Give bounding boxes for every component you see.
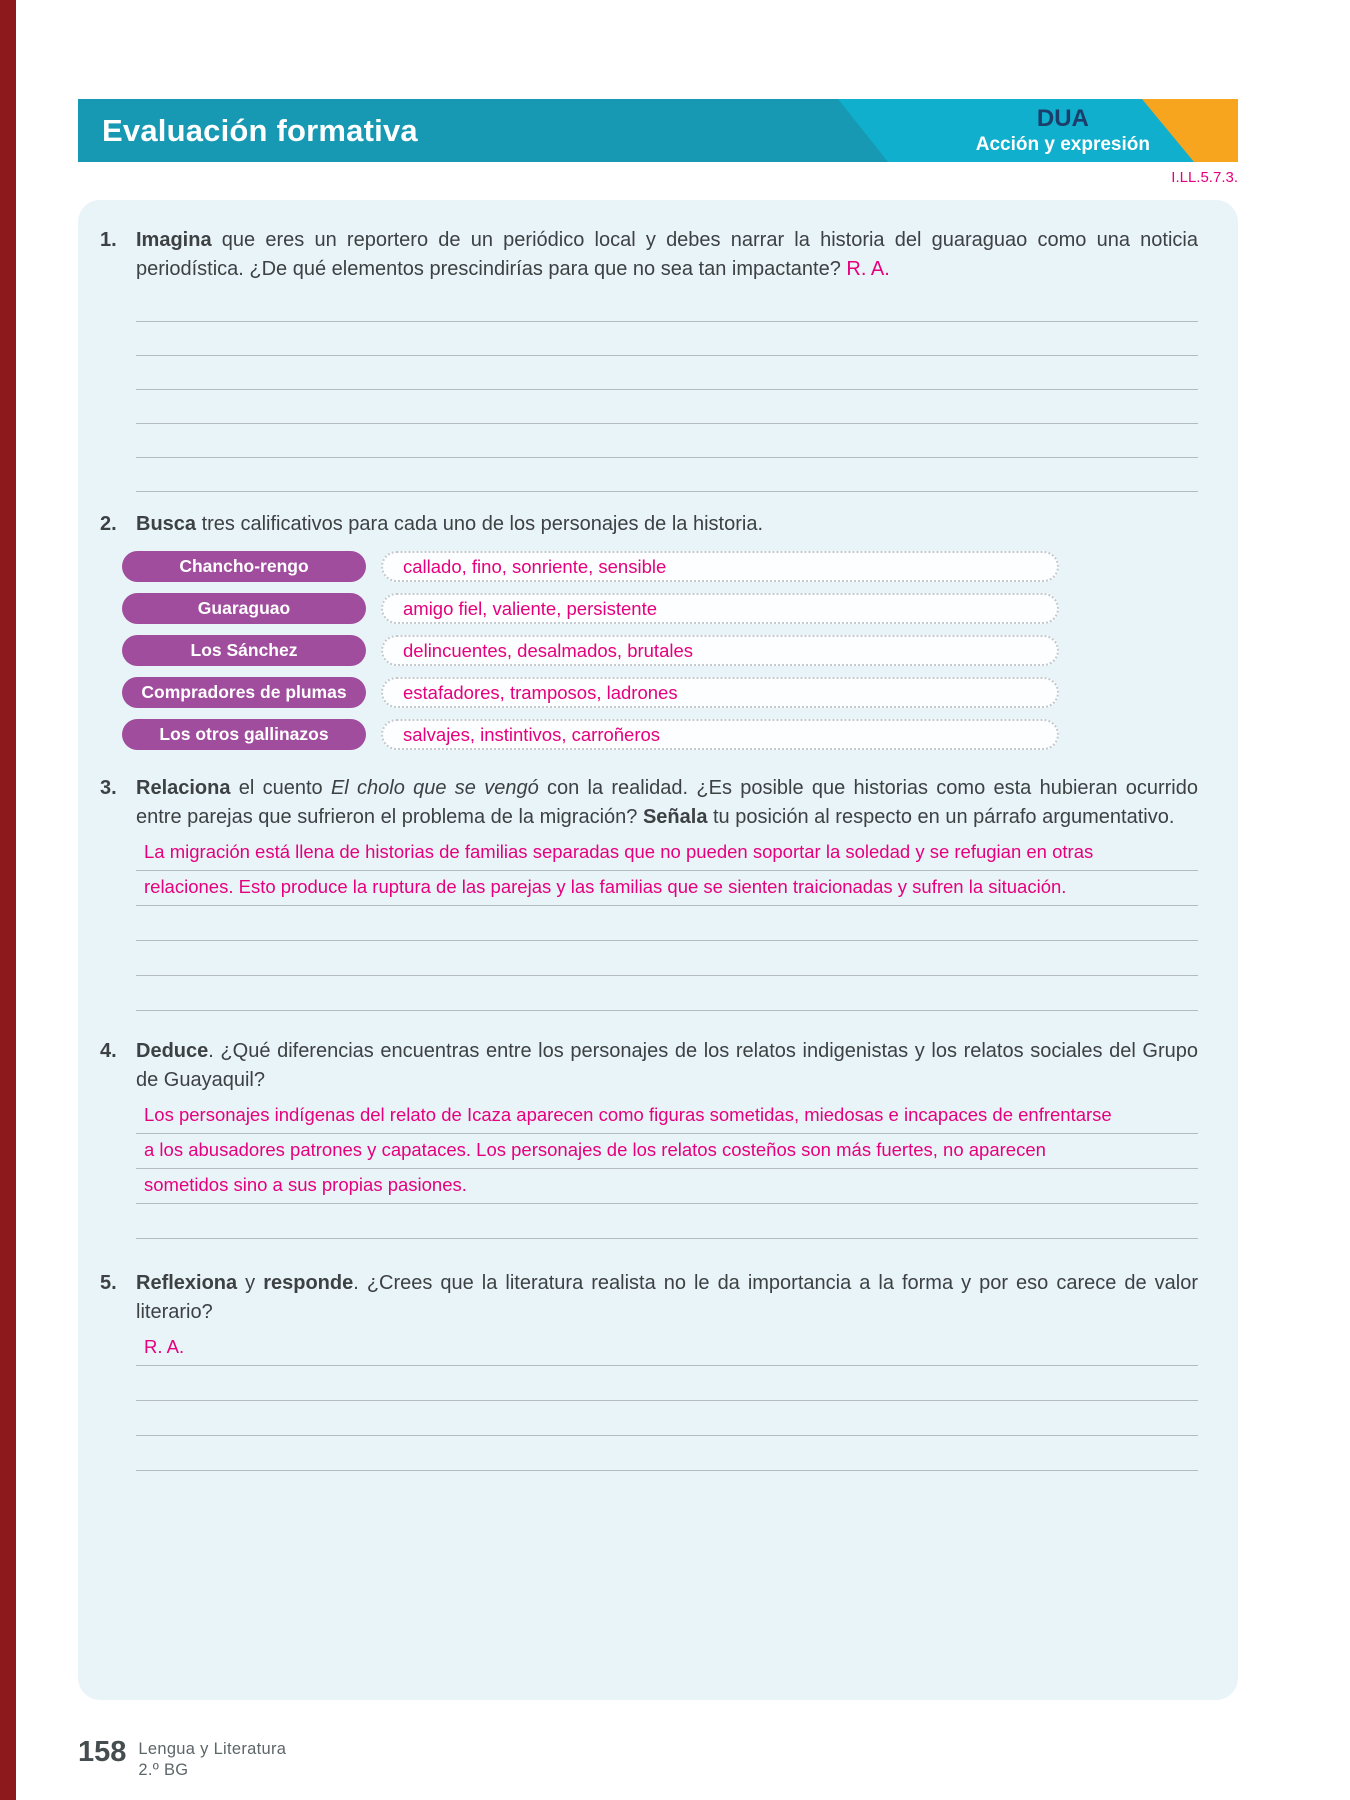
answer-line[interactable]: a los abusadores patrones y capataces. Los personajes de los relatos costeños son más fuertes, no aparecen xyxy=(136,1134,1198,1169)
footer-subject: Lengua y Literatura xyxy=(138,1740,287,1758)
answer-line-blank[interactable] xyxy=(136,1401,1198,1436)
answer-line-blank[interactable] xyxy=(136,356,1198,390)
answer-line[interactable]: Los personajes indígenas del relato de Icaza aparecen como figuras sometidas, miedosas e incapaces de enfrentarse xyxy=(136,1099,1198,1134)
page-title: Evaluación formativa xyxy=(102,112,418,148)
character-pill: Guaraguao xyxy=(122,593,366,624)
answer-text: amigo fiel, valiente, persistente xyxy=(403,597,657,619)
question-2 xyxy=(100,510,1198,539)
question-4-text: Deduce. ¿Qué diferencias encuentras entre los personajes de los relatos indigenistas y los relatos sociales del Grupo de Guayaquil? xyxy=(136,1040,1198,1091)
answer-line-blank[interactable] xyxy=(136,288,1198,322)
matching-exercise xyxy=(122,551,1198,750)
page-footer xyxy=(78,1738,286,1782)
question-2-text: Busca tres calificativos para cada uno de los personajes de la historia. xyxy=(136,513,764,535)
matching-row xyxy=(122,593,1198,624)
answer-text: estafadores, tramposos, ladrones xyxy=(403,681,678,703)
question-5-text: Reflexiona y responde. ¿Crees que la literatura realista no le da importancia a la forma y por eso carece de valor literario? xyxy=(136,1272,1198,1323)
answer-line-blank[interactable] xyxy=(136,458,1198,492)
question-1-text: Imagina que eres un reportero de un periódico local y debes narrar la historia del guaraguao como una noticia periodística. ¿De qué elementos prescindirías para que no sea tan impactante? R. A. xyxy=(136,229,1198,280)
standard-code: I.LL.5.7.3. xyxy=(1171,169,1238,186)
matching-row xyxy=(122,635,1198,666)
header-banner xyxy=(78,99,1238,162)
question-4-answer-lines xyxy=(136,1099,1198,1239)
matching-row xyxy=(122,719,1198,750)
question-5-answer-lines xyxy=(136,1331,1198,1471)
footer-grade: 2.º BG xyxy=(138,1761,189,1780)
page-edge-strip xyxy=(0,0,16,1800)
answer-line-blank[interactable] xyxy=(136,390,1198,424)
answer-line[interactable]: R. A. xyxy=(136,1331,1198,1366)
answer-note: R. A. xyxy=(846,258,890,280)
answer-field[interactable] xyxy=(381,635,1059,666)
question-1-answer-lines xyxy=(136,288,1198,492)
matching-row xyxy=(122,677,1198,708)
answer-line-blank[interactable] xyxy=(136,941,1198,976)
answer-field[interactable] xyxy=(381,677,1059,708)
question-3-number: 3. xyxy=(100,777,117,799)
character-pill: Los otros gallinazos xyxy=(122,719,366,750)
dua-badge xyxy=(976,105,1150,155)
question-5-number: 5. xyxy=(100,1272,117,1294)
answer-line-blank[interactable] xyxy=(136,1436,1198,1471)
question-1-number: 1. xyxy=(100,229,117,251)
question-3-text: Relaciona el cuento El cholo que se vengó con la realidad. ¿Es posible que historias como esta hubieran ocurrido entre parejas que sufrieron el problema de la migración? Señala tu posición al respecto en un párrafo argumentativo. xyxy=(136,777,1198,828)
question-5 xyxy=(100,1269,1198,1471)
question-1 xyxy=(100,226,1198,492)
dua-sublabel: Acción y expresión xyxy=(975,133,1150,155)
answer-line-blank[interactable] xyxy=(136,976,1198,1011)
answer-text: salvajes, instintivos, carroñeros xyxy=(403,723,661,745)
answer-field[interactable] xyxy=(381,551,1059,582)
answer-line[interactable]: relaciones. Esto produce la ruptura de las parejas y las familias que se sienten traicionadas y sufren la situación. xyxy=(136,871,1198,906)
answer-text: callado, fino, sonriente, sensible xyxy=(403,555,667,577)
question-3 xyxy=(100,774,1198,1011)
answer-field[interactable] xyxy=(381,593,1059,624)
answer-line-blank[interactable] xyxy=(136,322,1198,356)
character-pill: Compradores de plumas xyxy=(122,677,366,708)
character-pill: Los Sánchez xyxy=(122,635,366,666)
question-2-number: 2. xyxy=(100,513,117,535)
answer-line-blank[interactable] xyxy=(136,1366,1198,1401)
story-title: El cholo que se vengó xyxy=(330,777,539,799)
answer-line[interactable]: La migración está llena de historias de familias separadas que no pueden soportar la soledad y se refugian en otras xyxy=(136,836,1198,871)
question-4-number: 4. xyxy=(100,1040,117,1062)
character-pill: Chancho-rengo xyxy=(122,551,366,582)
answer-line[interactable]: sometidos sino a sus propias pasiones. xyxy=(136,1169,1198,1204)
answer-text: delincuentes, desalmados, brutales xyxy=(403,639,694,661)
answer-line-blank[interactable] xyxy=(136,1204,1198,1239)
answer-field[interactable] xyxy=(381,719,1059,750)
question-4 xyxy=(100,1037,1198,1239)
page-number: 158 xyxy=(78,1736,127,1768)
dua-label: DUA xyxy=(1036,104,1089,132)
answer-line-blank[interactable] xyxy=(136,424,1198,458)
worksheet-card xyxy=(78,200,1238,1700)
answer-line-blank[interactable] xyxy=(136,906,1198,941)
matching-row xyxy=(122,551,1198,582)
question-3-answer-lines xyxy=(136,836,1198,1011)
